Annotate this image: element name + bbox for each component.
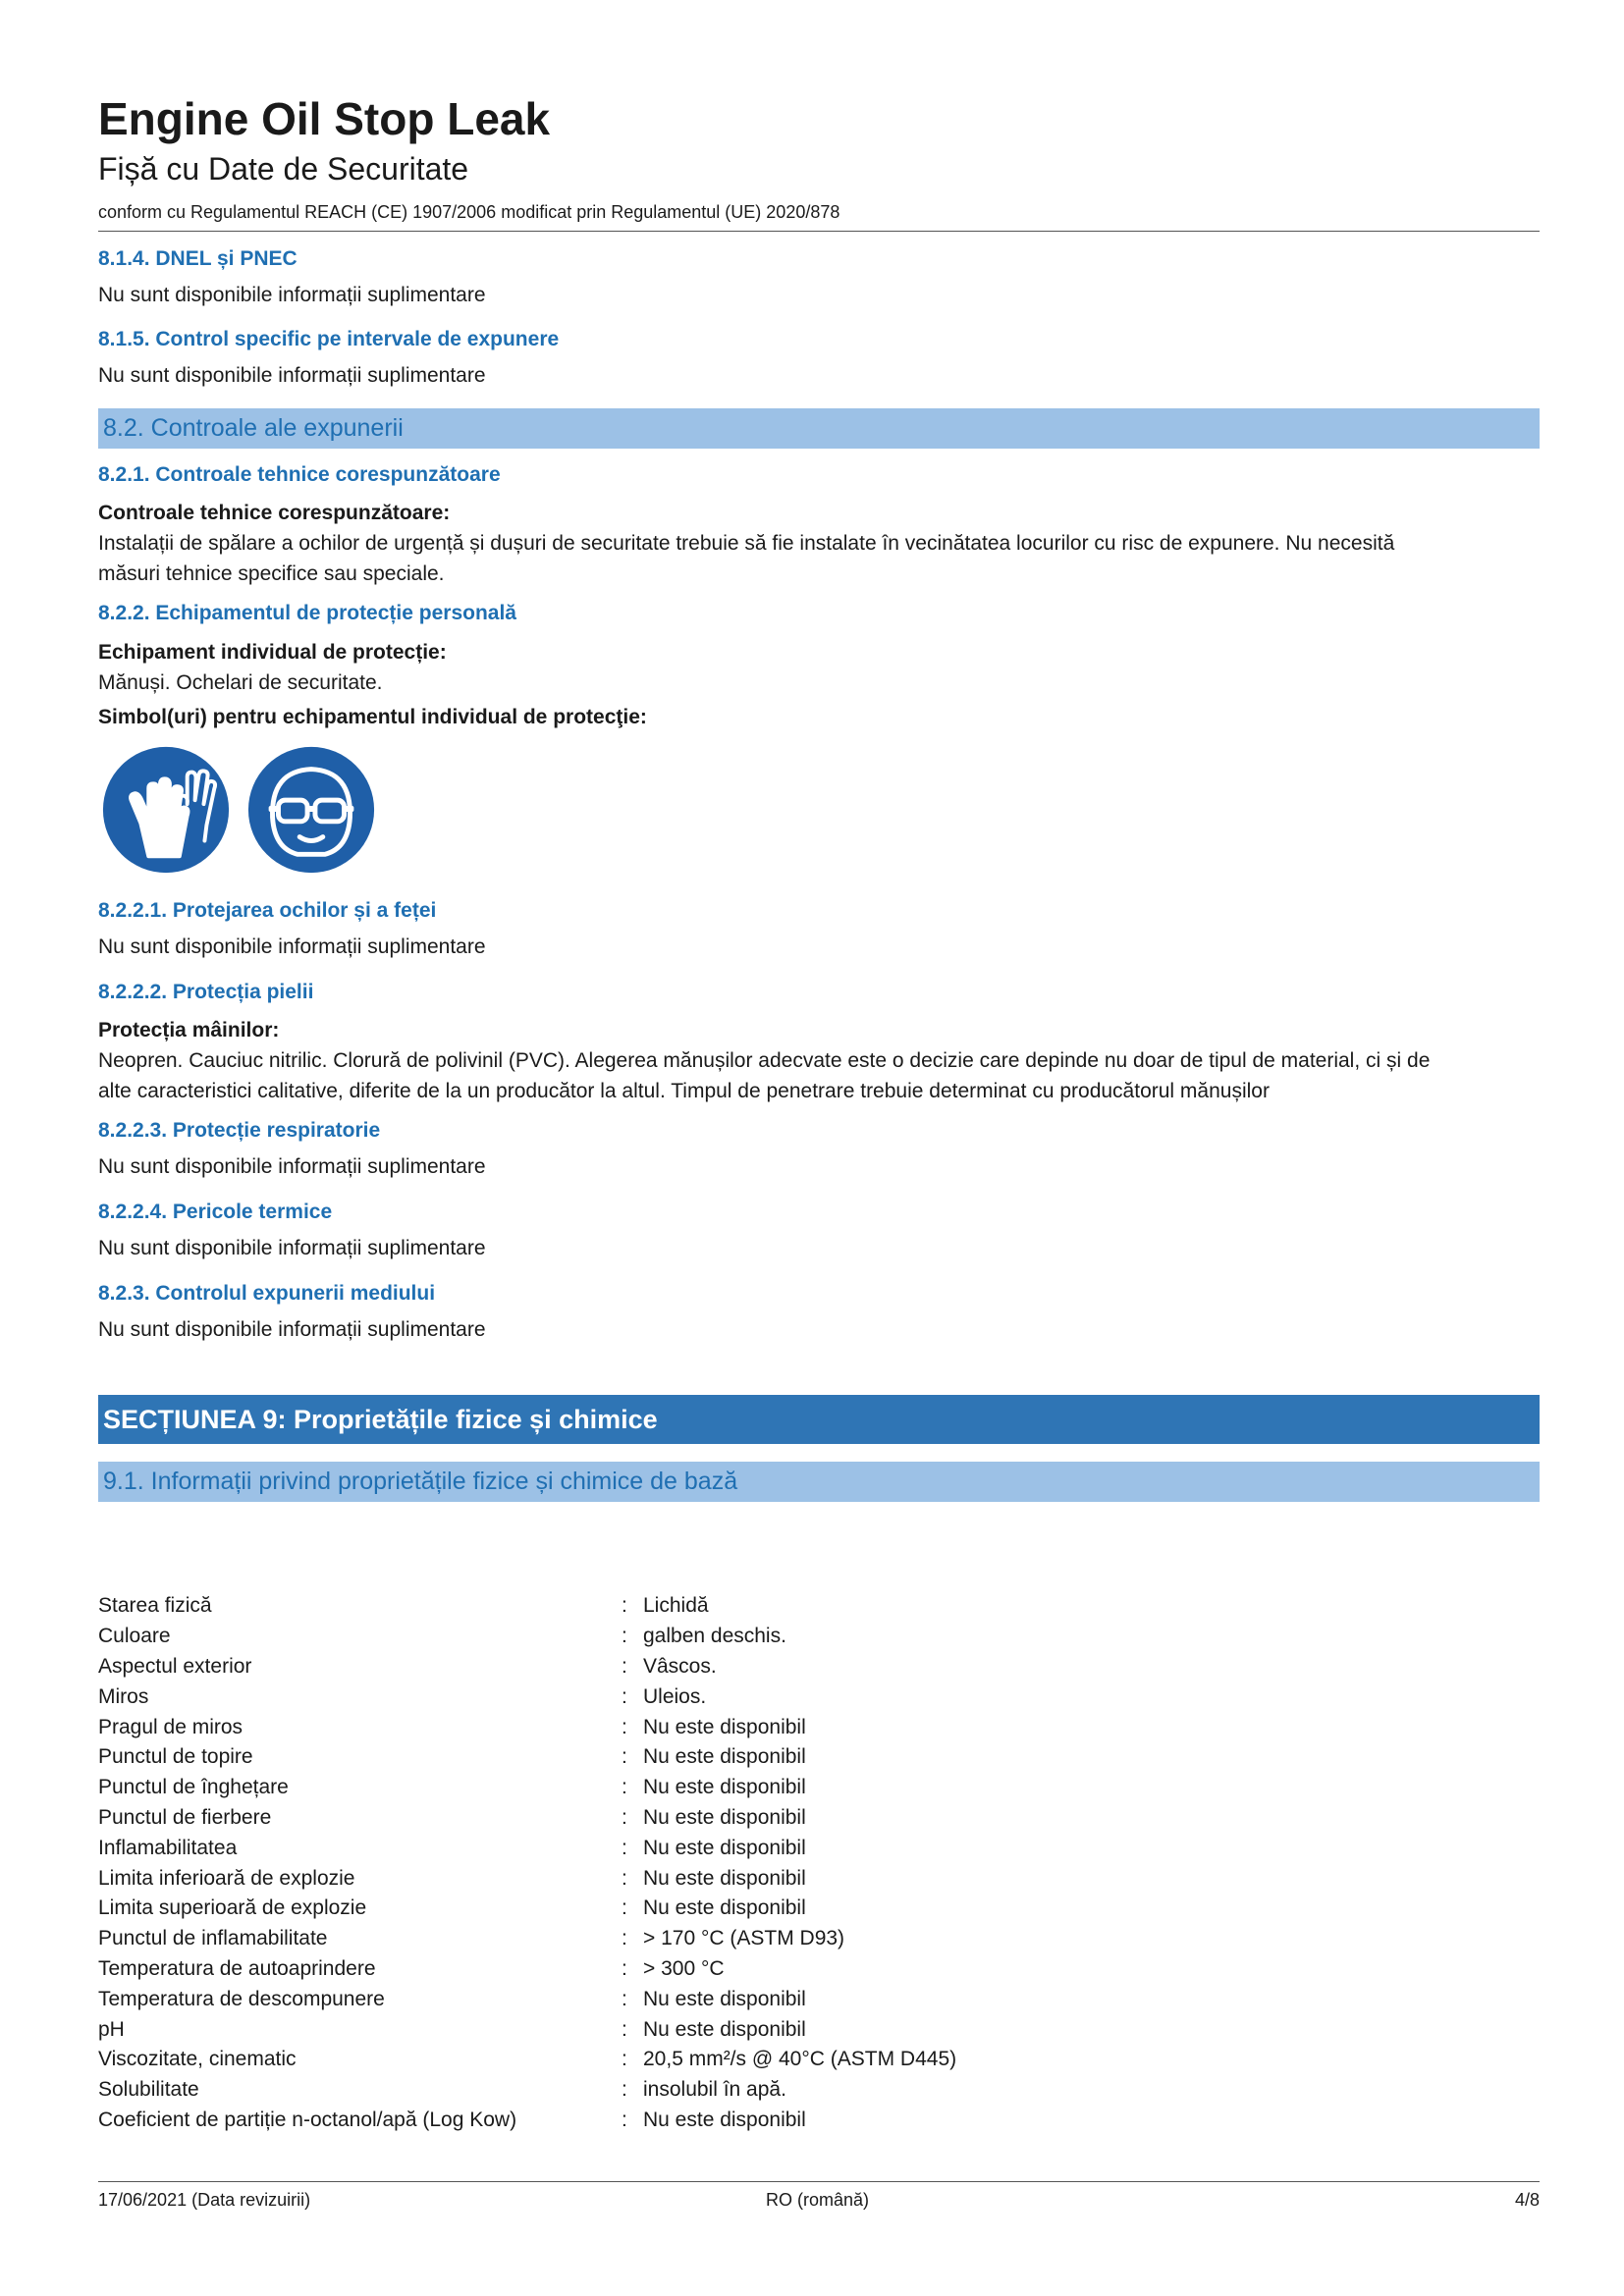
heading-8-2-2-4: 8.2.2.4. Pericole termice [98, 1201, 333, 1223]
property-row [98, 1773, 1540, 1803]
heading-8-1-5: 8.1.5. Control specific pe intervale de expunere [98, 328, 560, 350]
property-label: Solubilitate [98, 2078, 199, 2102]
property-row [98, 1924, 1540, 1954]
property-separator: : [622, 1866, 627, 1890]
property-row [98, 2106, 1540, 2136]
property-label: Punctul de topire [98, 1745, 253, 1769]
text-8-2-2-1: Nu sunt disponibile informații suplimentare [98, 935, 486, 958]
heading-8-2-2-2: 8.2.2.2. Protecția pielii [98, 981, 314, 1003]
property-value: Nu este disponibil [643, 2108, 806, 2131]
text-technical-controls-line1: Instalații de spălare a ochilor de urgență și dușuri de securitate trebuie să fie instalate în vecinătatea locurilor cu risc de expunere. Nu necesită [98, 532, 1395, 555]
property-value: Nu este disponibil [643, 1866, 806, 1890]
property-row [98, 1863, 1540, 1894]
property-value: > 170 °C (ASTM D93) [643, 1927, 845, 1950]
text-technical-controls-line2: măsuri tehnice specifice sau speciale. [98, 562, 445, 585]
property-separator: : [622, 2078, 627, 2102]
label-ppe-symbols: Simbol(uri) pentru echipamentul individual de protecţie: [98, 706, 647, 728]
property-separator: : [622, 1625, 627, 1648]
property-label: Punctul de inflamabilitate [98, 1927, 328, 1950]
text-hand-protection-line2: alte caracteristici calitative, diferite de la un producător la altul. Timpul de penetrare trebuie determinat cu producătorul mănușilor [98, 1080, 1270, 1102]
property-label: Starea fizică [98, 1594, 212, 1618]
text-8-1-5: Nu sunt disponibile informații suplimentare [98, 364, 486, 387]
property-row [98, 1833, 1540, 1863]
section-band-9-1: 9.1. Informații privind proprietățile fizice și chimice de bază [98, 1462, 1540, 1502]
property-separator: : [622, 1654, 627, 1678]
property-separator: : [622, 1776, 627, 1799]
property-separator: : [622, 1715, 627, 1738]
property-separator: : [622, 1805, 627, 1829]
property-label: Punctul de înghețare [98, 1776, 289, 1799]
property-value: galben deschis. [643, 1625, 786, 1648]
property-separator: : [622, 2017, 627, 2041]
label-hand-protection: Protecția mâinilor: [98, 1019, 280, 1041]
revision-date: 17/06/2021 (Data revizuirii) [98, 2190, 311, 2210]
property-label: Punctul de fierbere [98, 1805, 272, 1829]
property-value: 20,5 mm²/s @ 40°C (ASTM D445) [643, 2048, 957, 2071]
heading-8-2-1: 8.2.1. Controale tehnice corespunzătoare [98, 463, 501, 486]
property-row [98, 1652, 1540, 1682]
property-value: Vâscos. [643, 1654, 717, 1678]
property-label: Aspectul exterior [98, 1654, 252, 1678]
heading-8-2-2: 8.2.2. Echipamentul de protecție personală [98, 602, 516, 624]
property-separator: : [622, 2048, 627, 2071]
property-separator: : [622, 1836, 627, 1859]
text-8-2-2-3: Nu sunt disponibile informații suplimentare [98, 1155, 486, 1178]
property-row [98, 2075, 1540, 2106]
property-separator: : [622, 1684, 627, 1708]
property-separator: : [622, 2108, 627, 2131]
document-subtitle: Fișă cu Date de Securitate [98, 150, 469, 187]
property-value: Lichidă [643, 1594, 709, 1618]
property-label: Viscozitate, cinematic [98, 2048, 297, 2071]
label-technical-controls: Controale tehnice corespunzătoare: [98, 502, 451, 524]
document-footer [98, 2190, 1540, 2211]
property-row [98, 1622, 1540, 1652]
property-value: Nu este disponibil [643, 1987, 806, 2010]
eye-protection-required-icon [244, 742, 379, 878]
properties-table [98, 1591, 1540, 2135]
property-value: Nu este disponibil [643, 1745, 806, 1769]
property-label: Miros [98, 1684, 149, 1708]
property-separator: : [622, 1896, 627, 1920]
footer-divider [98, 2181, 1540, 2182]
property-separator: : [622, 1927, 627, 1950]
property-row [98, 1894, 1540, 1924]
heading-8-1-4: 8.1.4. DNEL și PNEC [98, 247, 298, 270]
property-value: Nu este disponibil [643, 1896, 806, 1920]
property-value: Nu este disponibil [643, 1805, 806, 1829]
property-value: Nu este disponibil [643, 1776, 806, 1799]
text-8-2-2-4: Nu sunt disponibile informații suplimentare [98, 1237, 486, 1259]
property-value: Nu este disponibil [643, 1715, 806, 1738]
property-label: Inflamabilitatea [98, 1836, 238, 1859]
property-label: Temperatura de descompunere [98, 1987, 385, 2010]
property-separator: : [622, 1745, 627, 1769]
heading-8-2-3: 8.2.3. Controlul expunerii mediului [98, 1282, 436, 1305]
page-number: 4/8 [1514, 2190, 1540, 2210]
label-ppe: Echipament individual de protecție: [98, 641, 447, 664]
property-separator: : [622, 1987, 627, 2010]
property-label: Limita inferioară de explozie [98, 1866, 355, 1890]
property-label: Pragul de miros [98, 1715, 244, 1738]
property-separator: : [622, 1594, 627, 1618]
property-label: Temperatura de autoaprindere [98, 1956, 376, 1980]
property-row [98, 1954, 1540, 1985]
text-ppe: Mănuși. Ochelari de securitate. [98, 671, 383, 694]
property-row [98, 2014, 1540, 2045]
property-row [98, 1803, 1540, 1834]
property-row [98, 1984, 1540, 2014]
property-row [98, 1712, 1540, 1742]
header-divider [98, 231, 1540, 232]
text-8-1-4: Nu sunt disponibile informații suplimentare [98, 284, 486, 306]
section-band-8-2: 8.2. Controale ale expunerii [98, 408, 1540, 449]
property-label: Coeficient de partiție n-octanol/apă (Log Kow) [98, 2108, 517, 2131]
property-value: insolubil în apă. [643, 2078, 786, 2102]
document-language: RO (română) [766, 2190, 870, 2210]
regulation-note: conform cu Regulamentul REACH (CE) 1907/2006 modificat prin Regulamentul (UE) 2020/878 [98, 201, 840, 222]
property-row [98, 1742, 1540, 1773]
document-body [98, 247, 1540, 1502]
property-label: pH [98, 2017, 125, 2041]
property-value: > 300 °C [643, 1956, 725, 1980]
document-title: Engine Oil Stop Leak [98, 93, 551, 144]
property-row [98, 2045, 1540, 2075]
section-band-9: SECȚIUNEA 9: Proprietățile fizice și chimice [98, 1395, 1540, 1444]
property-row [98, 1591, 1540, 1622]
heading-8-2-2-3: 8.2.2.3. Protecție respiratorie [98, 1119, 381, 1142]
heading-8-2-2-1: 8.2.2.1. Protejarea ochilor și a feței [98, 899, 437, 922]
property-row [98, 1682, 1540, 1712]
property-label: Limita superioară de explozie [98, 1896, 367, 1920]
property-separator: : [622, 1956, 627, 1980]
text-8-2-3: Nu sunt disponibile informații suplimentare [98, 1318, 486, 1341]
ppe-symbols [98, 742, 1540, 878]
text-hand-protection-line1: Neopren. Cauciuc nitrilic. Clorură de polivinil (PVC). Alegerea mănușilor adecvate este o decizie care depinde nu doar de tipul de material, ci și de [98, 1049, 1431, 1072]
gloves-required-icon [98, 742, 234, 878]
property-value: Nu este disponibil [643, 1836, 806, 1859]
property-label: Culoare [98, 1625, 171, 1648]
property-value: Uleios. [643, 1684, 707, 1708]
property-value: Nu este disponibil [643, 2017, 806, 2041]
document-header [98, 94, 1540, 223]
